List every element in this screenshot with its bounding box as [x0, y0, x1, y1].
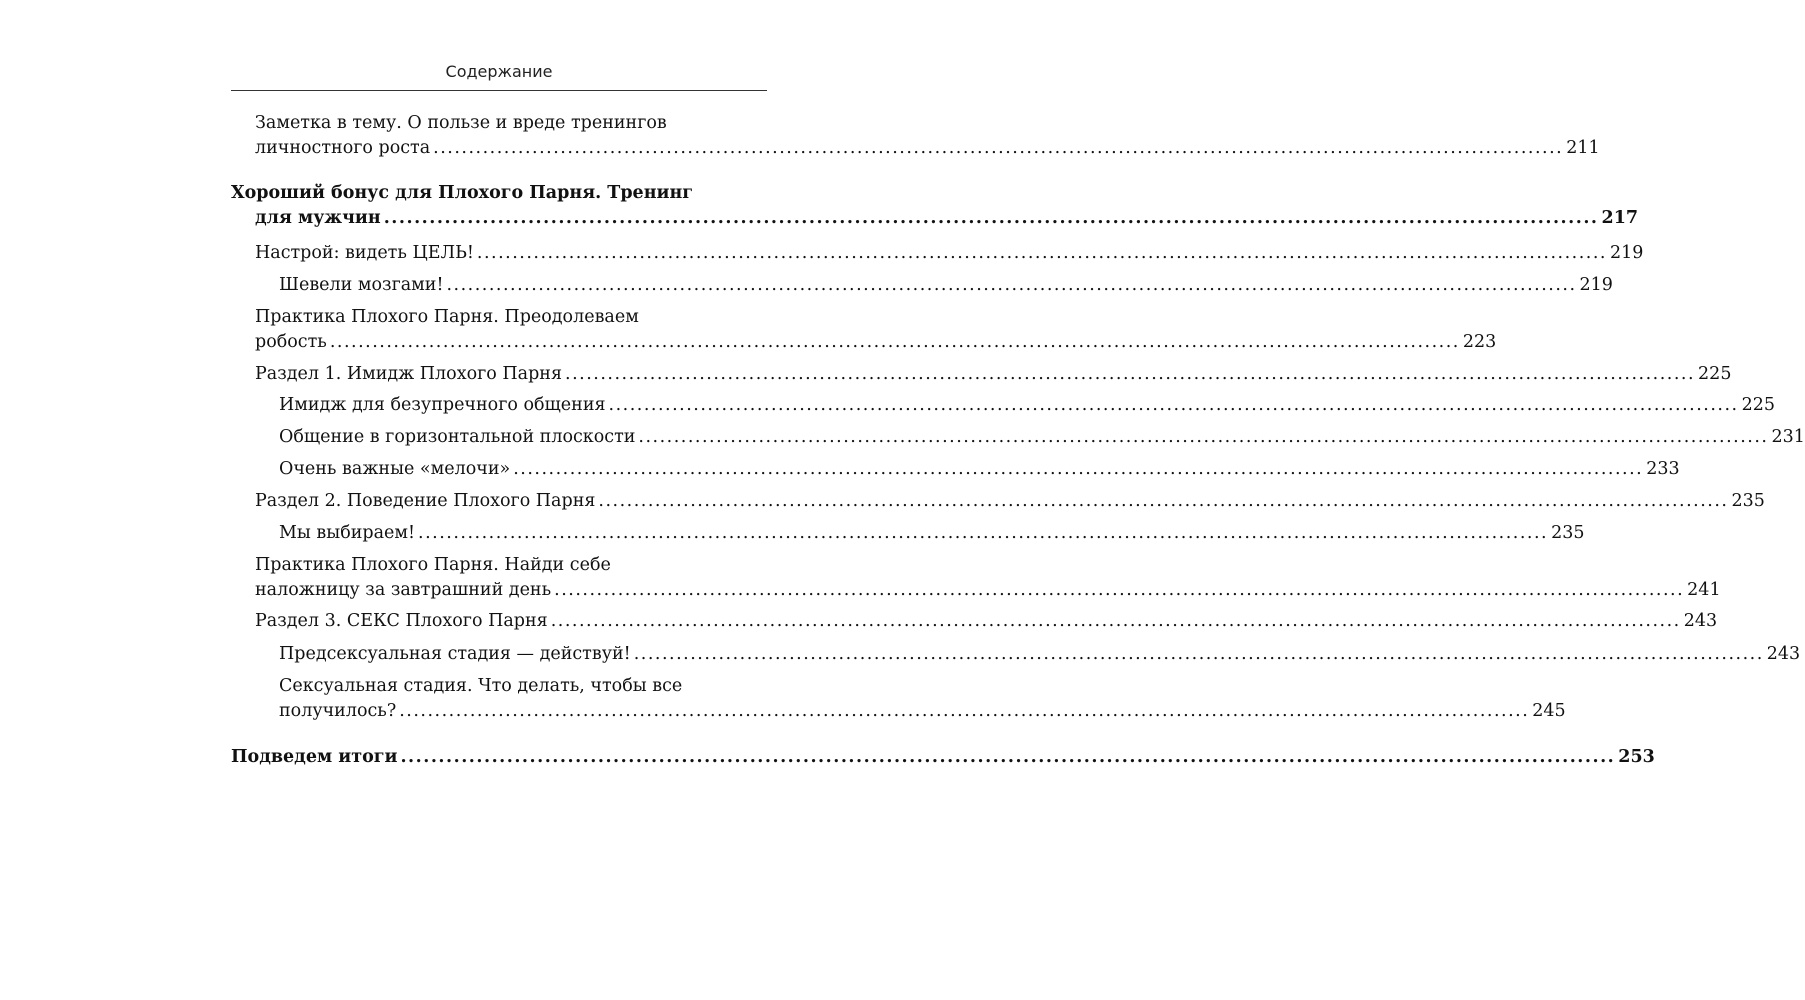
toc-entry-page: 243 [1683, 611, 1718, 631]
toc-entry-title: получилось? [279, 701, 397, 721]
toc-chapter: Подведем итоги ................................................................................................................................................................ 253 [231, 745, 767, 770]
toc-entry: Имидж для безупречного общения ................................................................................................................................................................ 225 [279, 393, 767, 418]
toc-entry-title: личностного роста [255, 138, 431, 158]
toc-chapter: Хороший бонус для Плохого Парня. Тренинг для мужчин ................................................................................................................................................................ 217 [231, 181, 767, 231]
toc-entry-page: 243 [1766, 644, 1801, 664]
toc-entry-page: 235 [1551, 523, 1585, 543]
toc-entry: Шевели мозгами! ................................................................................................................................................................ 219 [279, 273, 767, 298]
toc-entry-title: Раздел 2. Поведение Плохого Парня [255, 491, 596, 511]
toc-entry-title: Очень важные «мелочи» [279, 459, 511, 479]
toc-entry-page: 233 [1646, 459, 1680, 479]
toc-entry-title-line1: Практика Плохого Парня. Найди себе [255, 555, 611, 575]
toc-entry-title: Подведем итоги [231, 747, 398, 767]
toc-entry-page: 225 [1741, 395, 1775, 415]
toc-entry-title-line1: Сексуальная стадия. Что делать, чтобы все [279, 676, 683, 696]
toc-entry-title: Настрой: видеть ЦЕЛЬ! [255, 243, 474, 263]
toc-entry-title: Раздел 1. Имидж Плохого Парня [255, 364, 562, 384]
running-head: Содержание [445, 62, 553, 81]
toc-entry-title: робость [255, 332, 327, 352]
toc-entry-title: Предсексуальная стадия — действуй! [279, 644, 631, 664]
toc-entry-title: для мужчин [255, 208, 381, 228]
toc-entry-page: 231 [1771, 427, 1805, 447]
toc-entry-title: Имидж для безупречного общения [279, 395, 606, 415]
toc-entry-title: наложницу за завтрашний день [255, 580, 552, 600]
toc-entry: Мы выбираем! ................................................................................................................................................................ 235 [279, 521, 767, 546]
toc-entry-page: 235 [1731, 491, 1765, 511]
toc-entry: Сексуальная стадия. Что делать, чтобы все получилось? ................................................................................................................................................................ 245 [279, 674, 767, 724]
toc-entry-page: 253 [1618, 747, 1655, 767]
toc-entry: Общение в горизонтальной плоскости ................................................................................................................................................................ 231 [279, 425, 767, 450]
toc-entry-page: 241 [1687, 580, 1721, 600]
toc-entry: Предсексуальная стадия — действуй! ................................................................................................................................................................ 243 [279, 642, 767, 667]
toc-entry: Раздел 2. Поведение Плохого Парня ................................................................................................................................................................ 235 [255, 489, 767, 514]
toc-entry-page: 225 [1698, 364, 1732, 384]
toc-entry-page: 223 [1462, 332, 1497, 352]
toc-entry-title: Шевели мозгами! [279, 275, 444, 295]
toc-entry: Настрой: видеть ЦЕЛЬ! ................................................................................................................................................................ 219 [255, 241, 767, 266]
toc-entry: Заметка в тему. О пользе и вреде тренингов личностного роста ................................................................................................................................................................ 211 [255, 111, 767, 161]
toc-entry-title: Раздел 3. СЕКС Плохого Парня [255, 611, 548, 631]
toc-entry: Практика Плохого Парня. Найди себе наложницу за завтрашний день ................................................................................................................................................................ 241 [255, 553, 767, 603]
toc-entry-page: 219 [1579, 275, 1613, 295]
toc-entry-page: 245 [1532, 701, 1566, 721]
toc-entry-page: 211 [1566, 138, 1600, 158]
toc-entry: Очень важные «мелочи» ................................................................................................................................................................ 233 [279, 457, 767, 482]
toc-entry: Раздел 3. СЕКС Плохого Парня ................................................................................................................................................................ 243 [255, 609, 767, 634]
toc-entry: Практика Плохого Парня. Преодолеваем робость ................................................................................................................................................................ 223 [255, 305, 767, 355]
toc-entry-title-line1: Заметка в тему. О пользе и вреде тренингов [255, 113, 667, 133]
toc-entry-title: Общение в горизонтальной плоскости [279, 427, 636, 447]
toc-entry-page: 219 [1609, 243, 1644, 263]
toc-entry: Раздел 1. Имидж Плохого Парня ................................................................................................................................................................ 225 [255, 362, 767, 387]
toc-entry-title: Мы выбираем! [279, 523, 416, 543]
toc-entry-title-line1: Хороший бонус для Плохого Парня. Тренинг [231, 183, 694, 203]
toc-entry-page: 217 [1601, 208, 1639, 228]
toc-entry-title-line1: Практика Плохого Парня. Преодолеваем [255, 307, 639, 327]
